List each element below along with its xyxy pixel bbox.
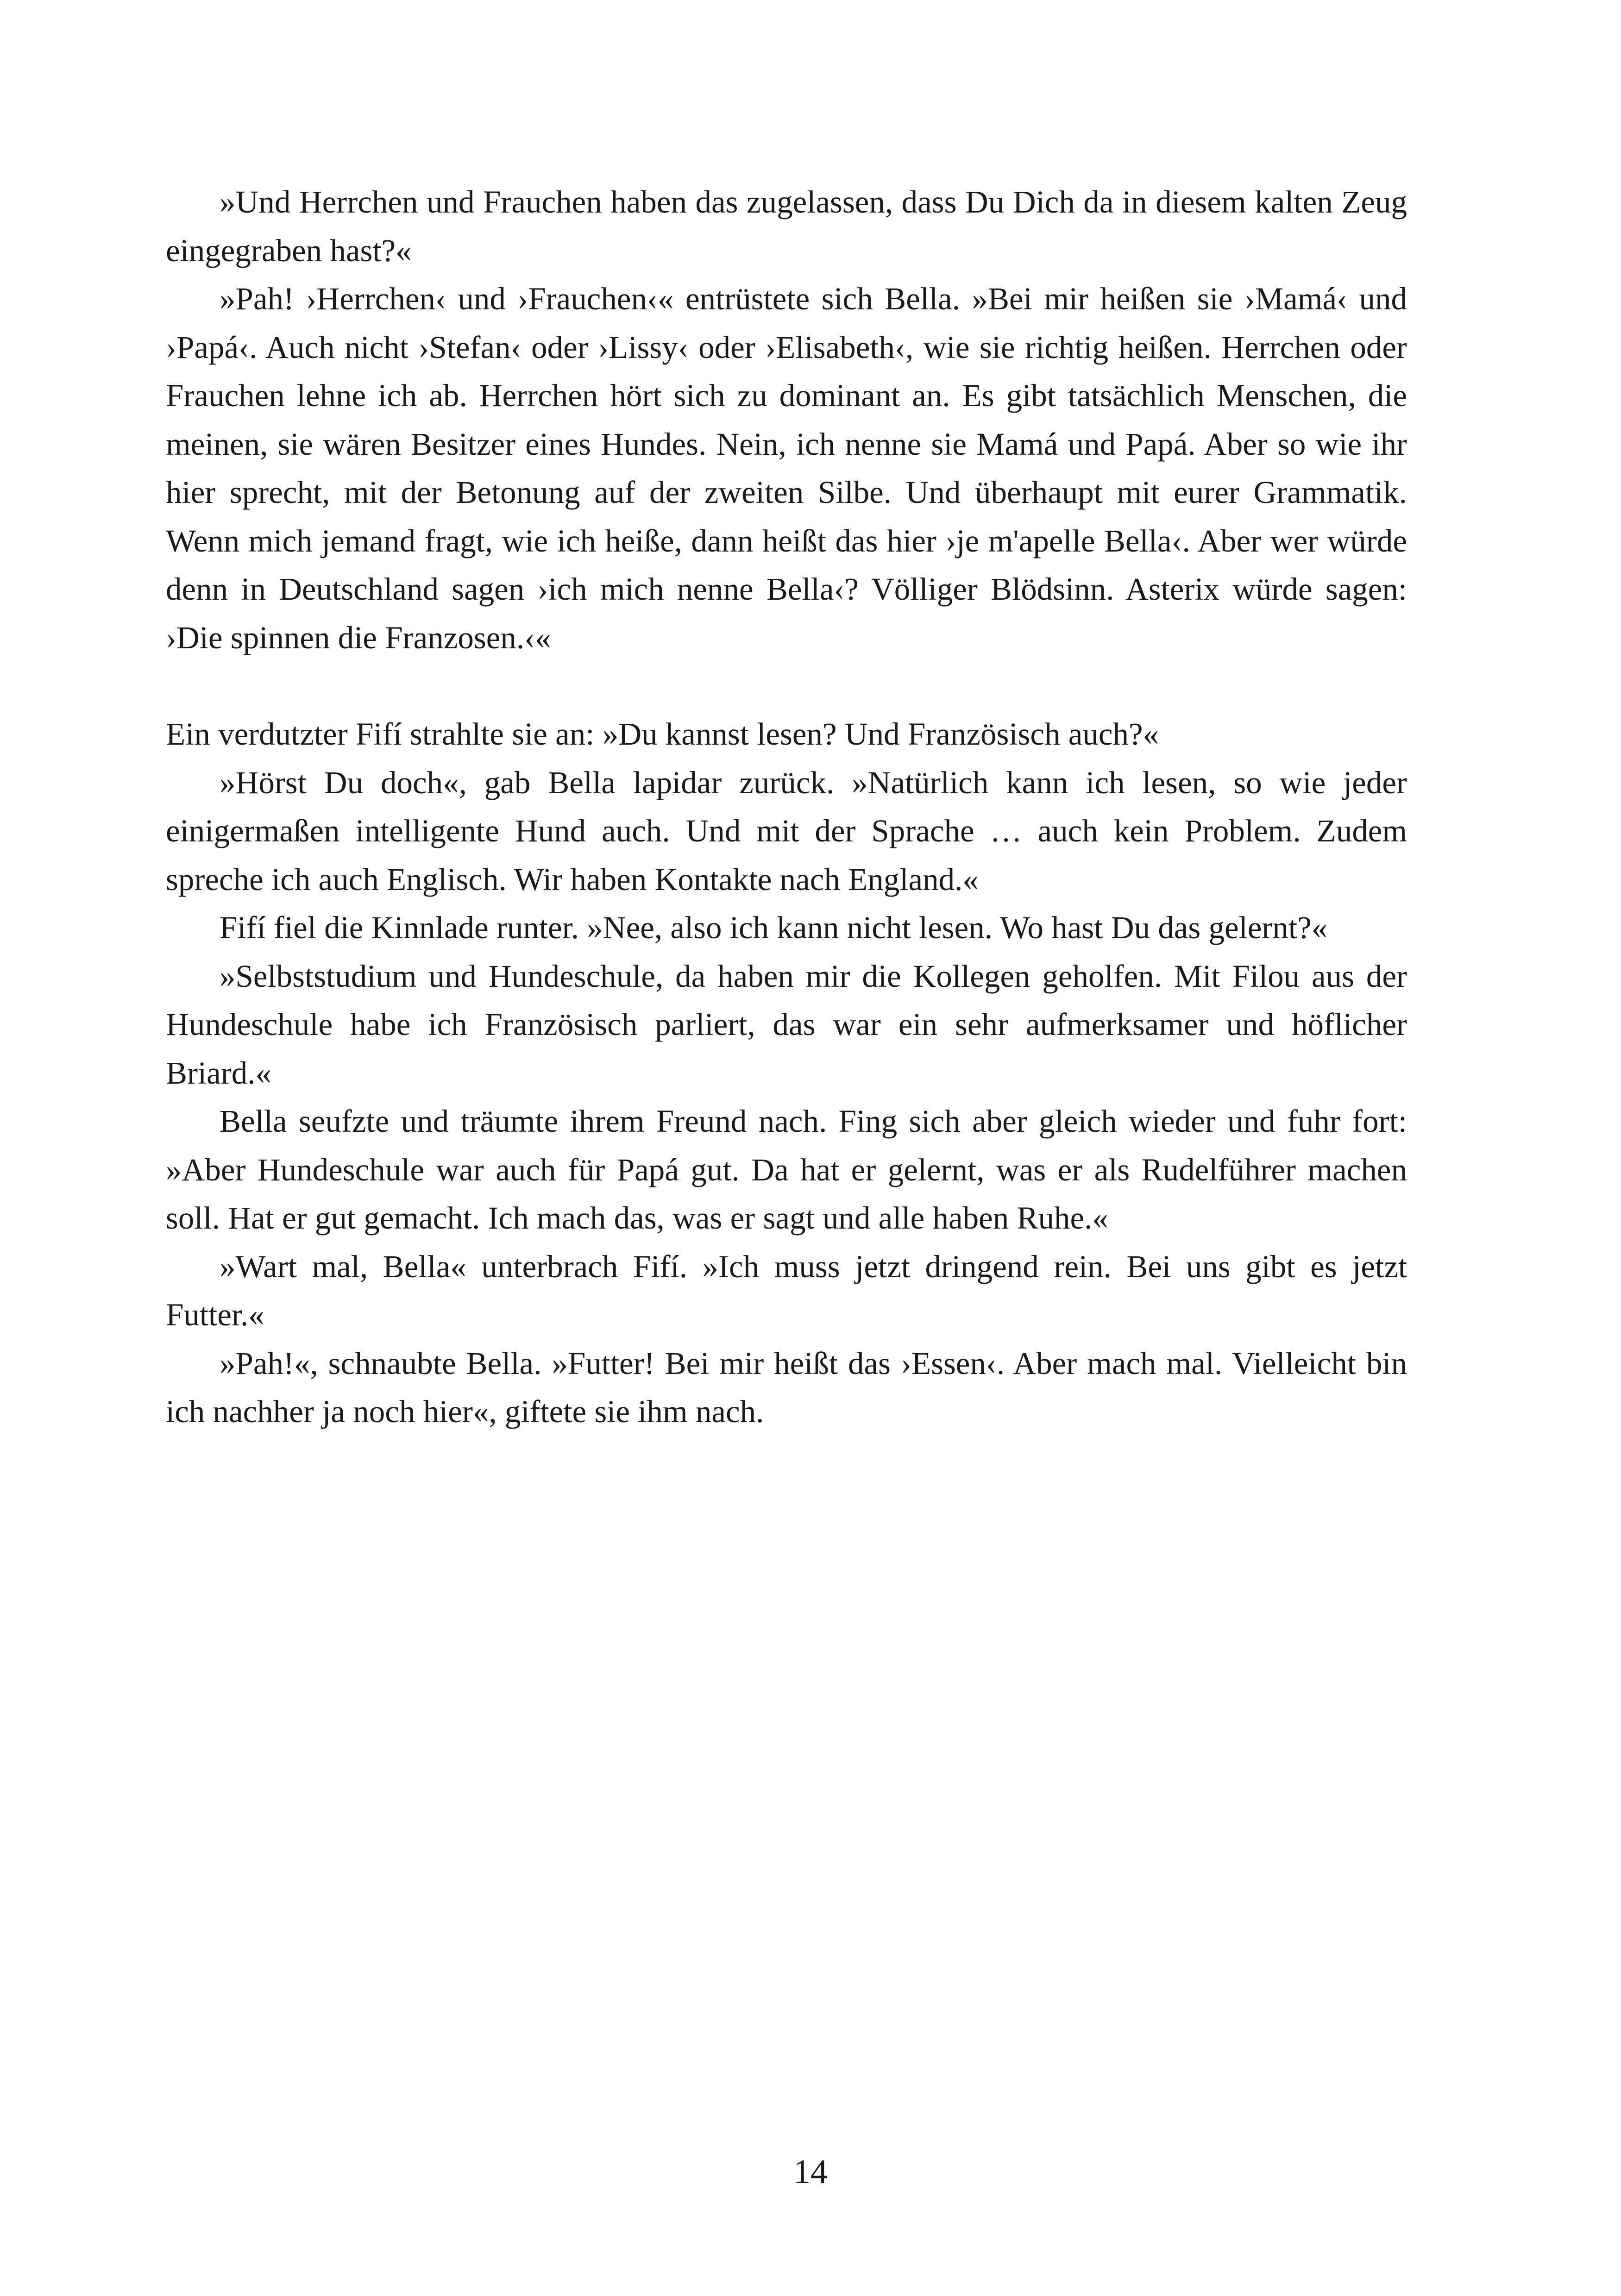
page-number: 14: [793, 2153, 828, 2191]
paragraph: »Und Herrchen und Frauchen haben das zugelassen, dass Du Dich da in diesem kalten Zeug eingegraben hast?«: [166, 184, 1407, 268]
paragraph: Ein verdutzter Fifí strahlte sie an: »Du kannst lesen? Und Französisch auch?«: [166, 716, 1159, 752]
body-text: [166, 178, 1407, 1436]
paragraph: »Wart mal, Bella« unterbrach Fifí. »Ich muss jetzt dringend rein. Bei uns gibt es jetzt Futter.«: [166, 1248, 1407, 1332]
paragraph: »Pah! ›Herrchen‹ und ›Frauchen‹« entrüstete sich Bella. »Bei mir heißen sie ›Mamá‹ und ›Papá‹. Auch nicht ›Stefan‹ oder ›Lissy‹ oder ›Elisabeth‹, wie sie richtig heißen. Herrchen oder Frauchen lehne ich ab. Herrchen hört sich zu dominant an. Es gibt tatsächlich Menschen, die meinen, sie wären Besitzer eines Hundes. Nein, ich nenne sie Mamá und Papá. Aber so wie ihr hier sprecht, mit der Betonung auf der zweiten Silbe. Und überhaupt mit eurer Grammatik. Wenn mich jemand fragt, wie ich heiße, dann heißt das hier ›je m'apelle Bella‹. Aber wer würde denn in Deutschland sagen ›ich mich nenne Bella‹? Völliger Blödsinn. Asterix würde sagen: ›Die spinnen die Franzosen.‹«: [166, 281, 1407, 655]
paragraph: Bella seufzte und träumte ihrem Freund nach. Fing sich aber gleich wieder und fuhr fort: »Aber Hundeschule war auch für Papá gut. Da hat er gelernt, was er als Rudelführer machen soll. Hat er gut gemacht. Ich mach das, was er sagt und alle haben Ruhe.«: [166, 1104, 1407, 1236]
paragraph: Fifí fiel die Kinnlade runter. »Nee, also ich kann nicht lesen. Wo hast Du das gelernt?«: [220, 910, 1328, 945]
paragraph: »Pah!«, schnaubte Bella. »Futter! Bei mir heißt das ›Essen‹. Aber mach mal. Vielleicht bin ich nachher ja noch hier«, giftete sie ihm nach.: [166, 1345, 1407, 1429]
paragraph: »Hörst Du doch«, gab Bella lapidar zurück. »Natürlich kann ich lesen, so wie jeder einigermaßen intelligente Hund auch. Und mit der Sprache … auch kein Problem. Zudem spreche ich auch Englisch. Wir haben Kontakte nach England.«: [166, 765, 1407, 897]
paragraph: »Selbststudium und Hundeschule, da haben mir die Kollegen geholfen. Mit Filou aus der Hundeschule habe ich Französisch parliert, das war ein sehr aufmerksamer und höflicher Briard.«: [166, 958, 1407, 1091]
